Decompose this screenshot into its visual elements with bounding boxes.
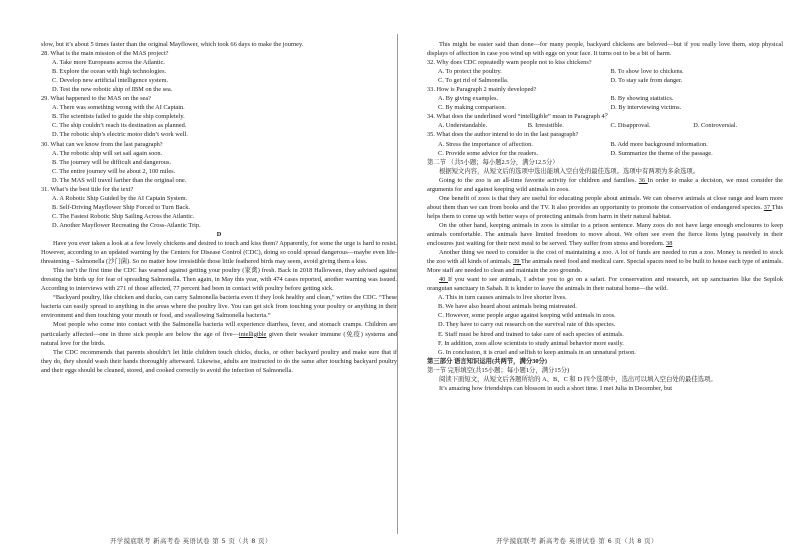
zoo-paragraph-1 — [427, 176, 783, 194]
option-c: C. By making comparison. — [438, 104, 507, 112]
part-3-instructions: 阅读下面短文，从短文后各题所给的 A、B、C 和 D 四个选项中，选出可以填入空白处的最佳选项。 — [439, 375, 717, 383]
right-column — [427, 40, 783, 393]
paragraph-text: In order to make a decision, we must consider the arguments for and against keeping wild animals in zoos. — [427, 176, 783, 193]
option-c: C. The ship couldn’t reach its destination as planned. — [52, 122, 187, 130]
option-c: C. Disapproval. — [610, 122, 651, 130]
choice-e: E. Staff must be hired and trained to take care of each species of animals. — [438, 330, 624, 338]
option-c: C. To get rid of Salmonella. — [438, 77, 509, 85]
question-30 — [41, 140, 397, 185]
option-d: D. Another Mayflower Recreating the Cross-Atlantic Trip. — [52, 221, 201, 229]
choice-a: A. This in turn causes animals to live shorter lives. — [438, 294, 567, 302]
options-row — [438, 67, 783, 76]
options-row — [438, 94, 783, 103]
zoo-paragraph-2 — [427, 194, 783, 221]
option-d: D. Test the new robotic ship of IBM on the sea. — [52, 86, 173, 94]
zoo-paragraph-3 — [427, 221, 783, 248]
option-d: D. By interviewing victims. — [610, 104, 682, 112]
option-a: A. The robotic ship will set sail again soon. — [52, 149, 163, 157]
option-b: B. Self-Driving Mayflower Ship Forced to Turn Back. — [52, 203, 190, 211]
passage-d-heading: D — [216, 230, 222, 238]
question-stem: 28. What is the main mission of the MAS project? — [41, 50, 169, 58]
option-b: B. The scientists failed to guide the ship completely. — [52, 113, 185, 121]
option-a: A. By giving examples. — [438, 95, 499, 103]
blank-36: 36 — [638, 176, 648, 184]
paragraph-text: Going to the zoo is an all-time favorite activity for children and families. — [439, 176, 637, 184]
part-3-title: 第三部分 语言知识运用(共两节，满分30分) — [427, 357, 548, 365]
option-c: C. Develop new artificial intelligence system. — [52, 77, 169, 85]
option-d: D. To stay safe from danger. — [610, 77, 683, 85]
choice-c: C. However, some people argue against keeping wild animals in zoos. — [438, 312, 616, 320]
column-divider — [397, 34, 398, 534]
page-footer-left: 开学摸底联考 新高考卷 英语试卷 第 5 页（共 8 页） — [110, 537, 272, 545]
option-c: C. The Fastest Robotic Ship Sailing Across the Atlantic. — [52, 212, 195, 220]
zoo-paragraph-5 — [427, 275, 783, 293]
choice-list — [427, 293, 783, 356]
question-stem: 34. What does the underlined word “intelligible” mean in Paragraph 4？ — [427, 113, 611, 121]
option-a: A. Understandable. — [438, 122, 488, 130]
option-b: B. The journey will be difficult and dangerous. — [52, 158, 172, 166]
choice-g: G. In conclusion, it is cruel and selfish to keep animals in an unnatural prison. — [438, 348, 636, 356]
question-29 — [41, 94, 397, 139]
passage-d-paragraph-4 — [41, 320, 397, 347]
option-a: A. There was something wrong with the AI Captain. — [52, 104, 185, 112]
page-footer-right: 开学摸底联考 新高考卷 英语试卷 第 6 页（共 8 页） — [496, 537, 658, 545]
question-stem: 35. What does the author intend to do in the last paragraph? — [427, 131, 579, 139]
paragraph-text: One benefit of zoos is that they are useful for educating people about animals. We can observe animals at close range and learn more about them than we can from books and the TV. It also provides an opportunity to promote the conservation of endangered species. — [427, 194, 783, 211]
option-a: A. Stress the importance of affection. — [438, 140, 533, 148]
option-b: B. Irresistible. — [527, 122, 564, 130]
underlined-word: intelligible — [238, 330, 267, 338]
paragraph-text: This helps them to come up with better ways of protecting animals from harm in their natural habitat. — [427, 203, 783, 220]
blank-38: 38 — [666, 240, 673, 248]
options-row — [438, 76, 783, 85]
section-2-title: 第二节 （共5小题；每小题2.5分，满分12.5分） — [427, 158, 559, 166]
blank-40: 40 — [439, 276, 448, 284]
choice-d: D. They have to carry out research on the survival rate of this species. — [438, 321, 616, 329]
passage-d-paragraph-3: “Backyard poultry, like chicken and ducks, can carry Salmonella bacteria even if they look healthy and clean,” writes the CDC. “These bacteria can easily spread to anything in the areas where the poultry live. You can get sick from touching your poultry or anything in their environment and then touching your mouth or food, and swallowing Salmonella bacteria.” — [41, 294, 397, 320]
option-c: C. Provide some advice for the readers. — [438, 149, 539, 157]
options-row — [438, 149, 783, 158]
choice-f: F. In addition, zoos allow scientists to study animal behavior more easily. — [438, 339, 624, 347]
question-31 — [41, 185, 397, 230]
option-a: A. Take more Europeans across the Atlantic. — [52, 59, 165, 67]
paragraph-text: The animals need food and medical care. Special spaces need to be built to house each type of animals. More staff are needed to clean and maintain the zoo grounds. — [427, 258, 783, 275]
option-d: D. The MAS will travel farther than the original one. — [52, 176, 187, 184]
section-2-instructions: 根据短文内容，从短文后的选项中选出能填入空白处的最佳选项。选项中有两项为多余选项。 — [439, 167, 700, 175]
question-stem: 33. How is Paragraph 2 mainly developed? — [427, 86, 537, 94]
passage-d-paragraph-6: This might be easier said than done—for many people, backyard chickens are beloved—but if you really love them, stop physical displays of affection in case you wind up with eggs on your face. It turns out to be a bit of harm. — [427, 41, 783, 58]
passage-d-paragraph-1: Have you ever taken a look at a few lovely chickens and desired to touch and kiss them? Apparently, for some the urge is hard to resist. However, according to an updated warning by the Centers for Disease Control (CDC), doing so could spread dangerous—maybe even life-threatening – Salmonella (沙门菌). So no matter how irresistible those little feathered birds may seem, avoid giving them a kiss. — [41, 240, 397, 266]
question-stem: 31. What’s the best title for the text? — [41, 185, 134, 193]
option-a: A. To protect the poultry. — [438, 68, 502, 76]
part-3-section-1-title: 第一节 完形填空(共15小题；每小题1分，满分15分) — [427, 366, 570, 374]
blank-37: 37 — [763, 203, 772, 211]
option-c: C. The entire journey will be about 2, 100 miles. — [52, 167, 176, 175]
passage-d-paragraph-5: The CDC recommends that parents shouldn’t let little children touch chicks, ducks, or other backyard poultry and make sure that if they do, they should wash their hands thoroughly afterward. Likewise, adults are instructed to do the same after touching backyard poultry and their eggs should be cleaned, stored, and cooked correctly to avoid the infection of Salmonella. — [41, 348, 397, 374]
cloze-first-line: It’s amazing how friendships can blossom in such a short time. I met Julia in December, but — [439, 384, 673, 392]
paragraph-text: On the other hand, keeping animals in zoos is similar to a prison sentence. Many zoos do not have large enough enclosures to keep animals comfortable. The animals have limited freedom to move about. We often see even the fierce lions lying passively in their enclosures just waiting for their next meal to be served. They suffer from stress and boredom. — [427, 221, 783, 248]
question-34 — [427, 112, 783, 130]
question-28 — [41, 49, 397, 94]
choice-b: B. We have also heard about animals being mistreated. — [438, 303, 577, 311]
left-column — [41, 40, 397, 375]
paragraph-text: Most people who come into contact with the Salmonella bacteria will experience diarrhea, fever, and stomach cramps. Children are particularly affected—one in three sick people are below the age of five— — [41, 321, 397, 338]
question-32 — [427, 58, 783, 85]
question-35 — [427, 130, 783, 157]
question-stem: 29. What happened to the MAS on the sea? — [41, 95, 151, 103]
options-row — [438, 140, 783, 149]
option-b: B. Explore the ocean with high technologies. — [52, 68, 167, 76]
question-stem: 32. Why does CDC repeatedly warn people not to kiss chickens? — [427, 59, 592, 67]
options-row — [438, 103, 783, 112]
option-d: D. Controversial. — [693, 122, 738, 130]
option-b: B. To show love to chickens. — [610, 68, 684, 76]
option-b: B. Add more background information. — [610, 140, 708, 148]
paragraph-text: If you want to see animals, I advise you to go on a safari. For conservation and research, set up sanctuaries like the Sepilok orangutan sanctuary in Sabah. It is kinder to leave the animals in their natural home—the wild. — [427, 276, 783, 293]
option-b: B. By showing statistics. — [610, 95, 674, 103]
paragraph-text: given their weaker immune (免疫) systems and natural love for the birds. — [41, 330, 397, 347]
option-a: A. A Robotic Ship Guided by the AI Captain System. — [52, 194, 188, 202]
passage-d-paragraph-2: This isn’t the first time the CDC has warned against getting your poultry (家禽) fresh. Back in 2018 Halloween, they advised against dressing the birds up for fear of spreading Salmonella. Then again, in May this year, with 474 cases reported, another warning was issued. According to interviews with 271 of those affected, 77 percent had been in contact with poultry before getting sick. — [41, 267, 397, 293]
options-row — [438, 121, 783, 130]
question-33 — [427, 85, 783, 112]
option-d: D. Summarize the theme of the passage. — [610, 149, 713, 157]
question-stem: 30. What can we know from the last paragraph? — [41, 140, 163, 148]
zoo-paragraph-4 — [427, 248, 783, 275]
blank-39: 39 — [513, 258, 521, 266]
passage-c-ending: slow, but it’s about 5 times faster than the original Mayflower, which took 66 days to make the journey. — [41, 41, 304, 48]
option-d: D. The robotic ship’s electric motor didn’t work well. — [52, 131, 188, 139]
paragraph-text: Another thing we need to consider is the cost of maintaining a zoo. A lot of funds are needed to run a zoo. Money is needed to stock the zoo with all kinds of animals. — [427, 249, 783, 266]
